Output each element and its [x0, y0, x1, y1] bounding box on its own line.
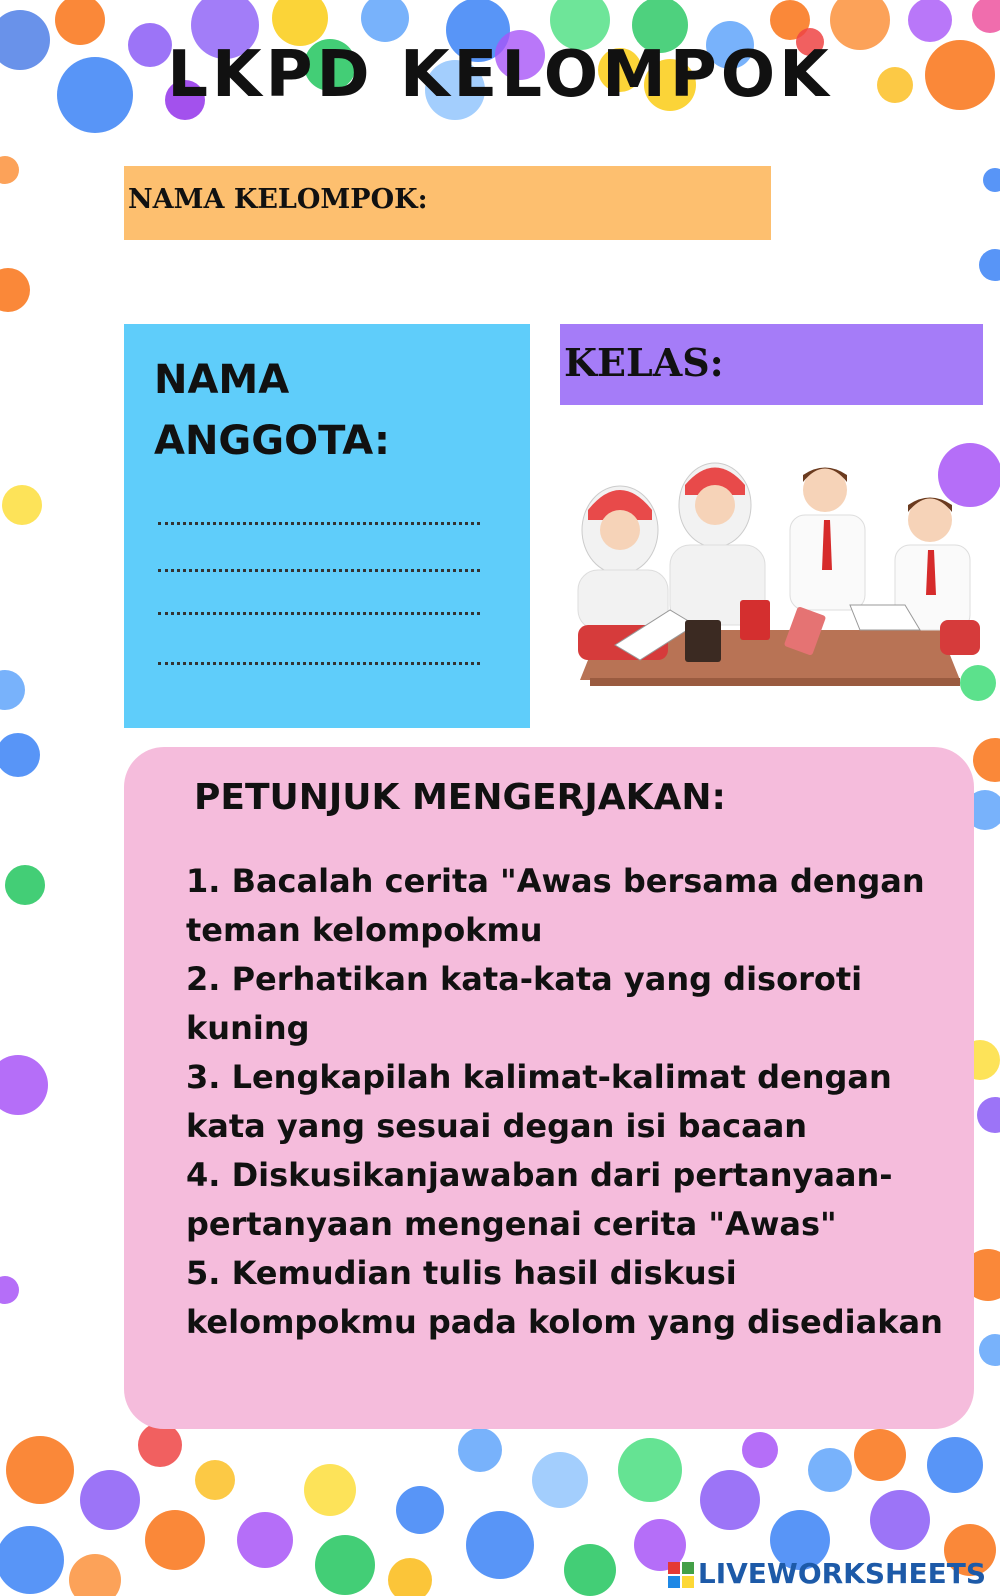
members-label	[154, 350, 390, 472]
instructions-title: PETUNJUK MENGERJAKAN:	[194, 777, 726, 818]
member-line-2[interactable]	[158, 569, 480, 572]
class-label: KELAS:	[564, 340, 724, 385]
instructions-list	[186, 857, 946, 1347]
instruction-item: 1. Bacalah cerita "Awas bersama dengan teman kelompokmu	[186, 862, 925, 949]
group-name-label: NAMA KELOMPOK:	[128, 184, 428, 215]
liveworksheets-watermark	[668, 1557, 986, 1590]
liveworksheets-logo-icon	[668, 1562, 694, 1588]
member-line-3[interactable]	[158, 612, 480, 615]
instruction-item: 5. Kemudian tulis hasil diskusi kelompokmu pada kolom yang disediakan	[186, 1254, 943, 1341]
page-title: LKPD KELOMPOK	[167, 38, 833, 112]
instructions-box	[124, 747, 974, 1429]
member-line-4[interactable]	[158, 662, 480, 665]
members-label-line2: ANGGOTA:	[154, 418, 390, 464]
instruction-item: 4. Diskusikanjawaban dari pertanyaan-pertanyaan mengenai cerita "Awas"	[186, 1156, 893, 1243]
students-illustration	[560, 450, 980, 690]
member-line-1[interactable]	[158, 522, 480, 525]
class-box	[560, 324, 983, 405]
instruction-item: 2. Perhatikan kata-kata yang disoroti kuning	[186, 960, 863, 1047]
members-label-line1: NAMA	[154, 357, 290, 403]
members-box	[124, 324, 530, 728]
group-name-box	[124, 166, 771, 240]
watermark-text: LIVEWORKSHEETS	[697, 1557, 986, 1590]
instruction-item: 3. Lengkapilah kalimat-kalimat dengan kata yang sesuai degan isi bacaan	[186, 1058, 892, 1145]
